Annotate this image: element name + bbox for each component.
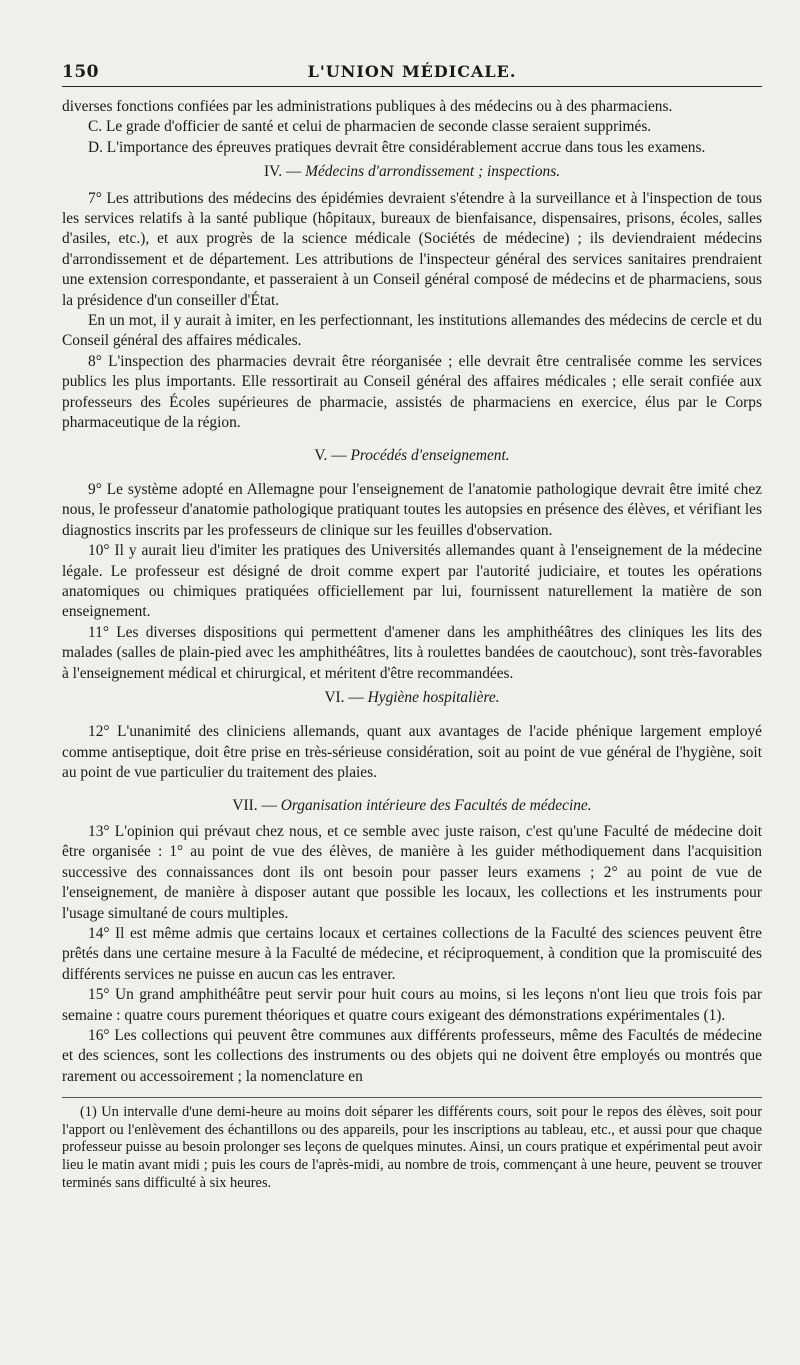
footnote: (1) Un intervalle d'une demi-heure au moins doit séparer les différents cours, soit pour le repos des élèves, soit pour l'apport ou l'enlèvement des échantillons ou des appareils, pour les inscriptions au tableau, etc., et aussi pour que chaque professeur puisse au besoin prolonger ses leçons de quelques minutes. Ainsi, un cours pratique et expérimental peut avoir lieu le matin avant midi ; puis les cours de l'après-midi, au nombre de trois, commençant à une heure, peuvent se trouver terminés sans difficulté à six heures. xyxy=(62,1104,762,1191)
section-title: Procédés d'enseignement. xyxy=(350,446,510,464)
paragraph: 7° Les attributions des médecins des épidémies devraient s'étendre à la surveillance et à l'inspection de tous les services relatifs à la santé publique (hôpitaux, bureaux de bienfaisance, dispensaires, prisons, écoles, salles d'asiles, etc.), et aux progrès de la science médicale (Sociétés de médecine) ; ils deviendraient médecins d'arrondissement et de département. Les attributions de l'inspecteur général des services sanitaires prendraient une extension correspondante, et passeraient à un Conseil général composé de médecins et de pharmaciens, sous la présidence d'un conseiller d'État. xyxy=(62,189,762,309)
section-number: IV. — xyxy=(263,163,302,181)
section-title: Organisation intérieure des Facultés de médecine. xyxy=(280,796,592,814)
paragraph: C. Le grade d'officier de santé et celui de pharmacien de seconde classe seraient supprimés. xyxy=(88,118,652,136)
paragraph: 10° Il y aurait lieu d'imiter les pratiques des Universités allemandes quant à l'enseignement de la médecine légale. Le professeur est désigné de droit comme expert par l'autorité judiciaire, et toutes les opérations anatomiques ou chimiques pratiquées officiellement par lui, fournissent naturellement la matière de son enseignement. xyxy=(62,542,762,621)
document-page xyxy=(62,58,762,1192)
section-heading xyxy=(62,796,762,816)
section-number: VI. — xyxy=(324,688,364,706)
paragraph: diverses fonctions confiées par les administrations publiques à des médecins ou à des pharmaciens. xyxy=(62,98,673,115)
paragraph: 16° Les collections qui peuvent être communes aux différents professeurs, même des Facultés de médecine et des sciences, sont les collections des instruments ou des objets qui ne doivent être employés ou montrés que rarement ou accessoirement ; la nomenclature en xyxy=(62,1027,762,1085)
section-title: Médecins d'arrondissement ; inspections. xyxy=(305,163,561,181)
body-text xyxy=(62,97,762,1087)
paragraph: 13° L'opinion qui prévaut chez nous, et ce semble avec juste raison, c'est qu'une Faculté de médecine doit être organisée : 1° au point de vue des élèves, de manière à les guider méthodiquement dans l'acquisition successive des connaissances dont ils ont besoin pour passer leurs examens ; 2° au point de vue de l'enseignement, de manière à disposer autant que possible les locaux, les collections et les instruments pour l'usage simultané de cours multiples. xyxy=(62,823,762,922)
paragraph: 8° L'inspection des pharmacies devrait être réorganisée ; elle devrait être centralisée comme les services publics les plus importants. Elle ressortirait au Conseil général des affaires médicales ; elle serait confiée aux professeurs des Écoles supérieures de pharmacie, assistés de pharmaciens en exercice, élus par le Corps pharmaceutique de la région. xyxy=(62,352,762,432)
section-heading xyxy=(62,688,762,708)
section-heading xyxy=(62,446,762,466)
paragraph: D. L'importance des épreuves pratiques devrait être considérablement accrue dans tous les examens. xyxy=(88,138,706,156)
paragraph: 11° Les diverses dispositions qui permettent d'amener dans les amphithéâtres des cliniques les lits des malades (salles de plain-pied avec les amphithéâtres, lits à roulettes bandées de caoutchouc), sont très-favorables à l'enseignement médical et chirurgical, et méritent d'être recommandées. xyxy=(62,623,762,682)
paragraph: 14° Il est même admis que certains locaux et certaines collections de la Faculté des sciences peuvent être prêtés dans une certaine mesure à la Faculté de médecine, et réciproquement, à condition que la promiscuité des différents services ne puisse en aucun cas les entraver. xyxy=(62,925,762,983)
section-heading xyxy=(62,162,762,182)
footnote-divider xyxy=(62,1097,762,1098)
paragraph: En un mot, il y aurait à imiter, en les perfectionnant, les institutions allemandes des médecins de cercle et du Conseil général des affaires médicales. xyxy=(62,312,762,350)
section-title: Hygiène hospitalière. xyxy=(367,688,500,706)
paragraph: 9° Le système adopté en Allemagne pour l'enseignement de l'anatomie pathologique devrait être imité chez nous, le professeur d'anatomie pathologique pratiquant toutes les autopsies en présence des élèves, et vérifiant les diagnostics inscrits par les professeurs de clinique sur les feuilles d'observation. xyxy=(62,480,762,539)
paragraph: 15° Un grand amphithéâtre peut servir pour huit cours au moins, si les leçons n'ont lieu que trois fois par semaine : quatre cours purement théoriques et quatre cours exigeant des démonstrations expérimentales (1). xyxy=(62,986,762,1024)
page-header xyxy=(62,58,762,87)
section-number: V. — xyxy=(314,446,347,464)
paragraph: 12° L'unanimité des cliniciens allemands, quant aux avantages de l'acide phénique largement employé comme antiseptique, doit être prise en très-sérieuse considération, soit au point de vue général de l'hygiène, soit au point de vue particulier du traitement des plaies. xyxy=(62,723,762,782)
running-title: L'UNION MÉDICALE. xyxy=(307,62,517,81)
page-number: 150 xyxy=(62,62,99,82)
section-number: VII. — xyxy=(232,796,277,814)
